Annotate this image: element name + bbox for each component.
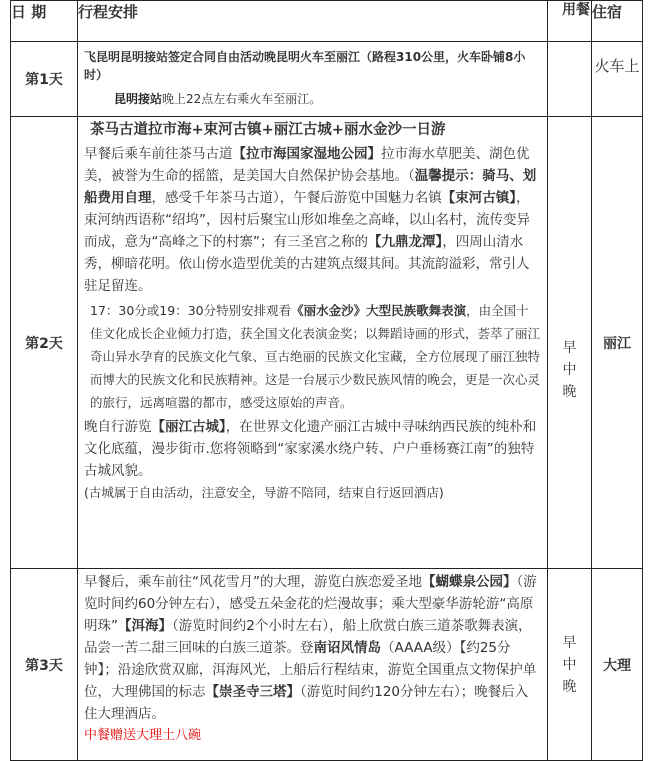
day1-sub <box>84 90 541 108</box>
day1-plan-cell <box>78 42 548 117</box>
day2-p1-a: 早餐后乘车前往茶马古道 <box>84 146 233 162</box>
day1-plan: 飞昆明昆明接站签定合同自由活动晚昆明火车至丽江（路程310公里，火车卧铺8小时） <box>84 50 526 82</box>
day2-para1 <box>84 143 541 297</box>
day2-p1-h: 【九鼎龙潭】 <box>368 234 443 250</box>
day1-sub-bold: 昆明接站 <box>114 92 163 106</box>
day3-label: 第3天 <box>11 569 78 761</box>
day2-stay: 丽江 <box>592 117 643 569</box>
day2-free-note: (古城属于自由活动，注意安全，导游不陪同，结束自行返回酒店) <box>84 485 444 500</box>
day2-row <box>11 117 643 569</box>
header-date: 日 期 <box>11 1 78 42</box>
day2-p3-a: 晚自行游览 <box>84 419 152 435</box>
itinerary-table <box>10 0 643 761</box>
day2-p1-c: 拉市海水草肥美、湖色优美，被誉为生命的摇篮，是美国大自然保护协会基地。（ <box>84 146 530 184</box>
day2-p1-d: 温馨提示：骑马、划船费用自理 <box>84 168 537 206</box>
day2-title: 茶马古道拉市海+束河古镇+丽江古城+丽水金沙一日游 <box>90 122 446 138</box>
day3-meal-text: 早 中 晚 <box>562 634 577 695</box>
day2-show-b: 《丽水金沙》大型民族歌舞表演 <box>291 303 467 318</box>
day3-c: （游览时间约60分钟左右），感受五朵金花的烂漫故事；乘大型豪华游轮游“高原明珠” <box>84 574 537 634</box>
day1-meal <box>548 42 592 117</box>
header-row <box>11 1 643 42</box>
day2-show-c: ，由全国十佳文化成长企业倾力打造，获全国文化表演金奖；以舞蹈诗画的形式，荟萃了丽江奇山异水孕育的民族文化气象、亘古绝丽的民族文化宝藏，全方位展现了丽江独特而博大的民族文化和民族精神。这是一台展示少数民族风情的晚会，更是一次心灵的旅行，远离喧嚣的都市，感受这原始的声音。 <box>90 303 541 410</box>
day3-d: 【洱海】 <box>118 618 172 634</box>
day2-show-a: 17：30分或19：30分特别安排观看 <box>90 303 292 318</box>
day3-g: （AAAA级）【约25分钟】；沿途欣赏双廊，洱海风光，上船后行程结束，游览全国重点文物保护单位，大理佛国的标志 <box>84 640 537 700</box>
day1-stay: 火车上 <box>592 42 643 117</box>
day2-p1-b: 【拉市海国家湿地公园】 <box>232 146 381 162</box>
day2-meal-text: 早 中 晚 <box>562 340 577 400</box>
day3-e: （游览时间约2个小时左右），船上欣赏白族三道茶歌舞表演，品尝一苦二甜三回味的白族三道茶。登 <box>84 618 532 656</box>
day1-sub-rest: 晚上22点左右乘火车至丽江。 <box>162 92 322 106</box>
day1-row <box>11 42 643 117</box>
day2-p1-f: 【束河古镇】 <box>441 190 516 206</box>
day2-p1-e: ，感受千年茶马古道），午餐后游览中国魅力名镇 <box>151 190 442 206</box>
day3-a: 早餐后，乘车前往“风花雪月”的大理，游览白族恋爱圣地 <box>84 574 422 590</box>
day2-plan-cell <box>78 117 548 569</box>
day3-plan-cell <box>78 569 548 761</box>
day2-label: 第2天 <box>11 117 78 569</box>
day2-p1-g: ，束河纳西语称“绍坞”，因村后聚宝山形如堆垒之高峰，以山名村，流传变异而成，意为“高峰之下的村寨”；有三圣宫之称的 <box>84 190 530 250</box>
day3-row <box>11 569 643 761</box>
header-plan: 行程安排 <box>78 1 548 42</box>
day3-f: 南诏风情岛 <box>313 640 381 656</box>
day1-label: 第1天 <box>11 42 78 117</box>
day2-p3-c: ，在世界文化遗产丽江古城中寻味纳西民族的纯朴和文化底蕴，漫步街市.您将领略到“家家溪水绕户转、户户垂杨赛江南”的独特古城风貌。 <box>84 419 537 479</box>
day3-b: 【蝴蝶泉公园】 <box>422 574 517 590</box>
day3-i: （游览时间约120分钟左右）；晚餐后入住大理酒店。 <box>84 684 529 722</box>
day3-lunch-note: 中餐赠送大理土八碗 <box>84 728 202 743</box>
header-meal: 用餐 <box>548 1 592 42</box>
day2-p3-b: 【丽江古城】 <box>151 419 226 435</box>
day2-p1-i: ，四周山清水秀，柳暗花明。依山傍水造型优美的古建筑点缀其间。其流韵溢彩，常引人驻足留连。 <box>84 234 530 294</box>
day3-h: 【崇圣寺三塔】 <box>205 684 300 700</box>
day2-show <box>84 299 541 414</box>
day2-meal <box>548 117 592 569</box>
day3-para <box>84 571 541 725</box>
day3-stay: 大理 <box>592 569 643 761</box>
day3-meal <box>548 569 592 761</box>
header-stay: 住宿 <box>592 1 643 42</box>
day2-para3 <box>84 416 541 482</box>
